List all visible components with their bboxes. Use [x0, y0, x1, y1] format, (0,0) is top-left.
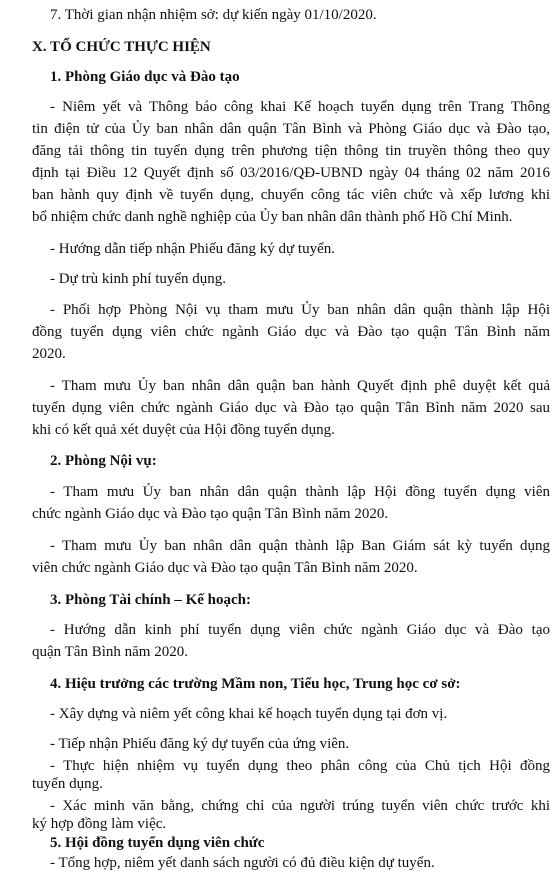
s1-p1-line-3: đăng tải thông tin tuyển dụng trên phương tiện thông tin truyền thông theo quy [32, 143, 550, 159]
s3-p1-line-1: - Hướng dẫn kinh phí tuyển dụng viên chức ngành Giáo dục và Đào tạo [50, 622, 550, 638]
s1-p1-line-1: - Niêm yết và Thông báo công khai Kế hoạch tuyển dụng trên Trang Thông [50, 99, 550, 115]
section-2-title: 2. Phòng Nội vụ: [50, 453, 157, 469]
section-4-title: 4. Hiệu trưởng các trường Mầm non, Tiểu học, Trung học cơ sở: [50, 676, 461, 692]
s1-p1-line-6: bổ nhiệm chức danh nghề nghiệp của Ủy ban nhân dân thành phố Hồ Chí Minh. [32, 209, 513, 225]
s1-p1-line-4: định tại Điều 12 Quyết định số 03/2016/QĐ-UBND ngày 04 tháng 02 năm 2016 [32, 165, 550, 181]
s5-p1: - Tổng hợp, niêm yết danh sách người có đủ điều kiện dự tuyển. [50, 855, 435, 871]
s1-p4-line-3: 2020. [32, 346, 66, 362]
s1-p5-line-2: tuyển dụng viên chức ngành Giáo dục và Đào tạo quận Tân Bình năm 2020 sau [32, 400, 550, 416]
s2-p2-line-2: viên chức ngành Giáo dục và Đào tạo quận Tân Bình năm 2020. [32, 560, 418, 576]
s4-p3-line-1: - Thực hiện nhiệm vụ tuyển dụng theo phân công của Chủ tịch Hội đồng [50, 758, 550, 774]
section-3-title: 3. Phòng Tài chính – Kế hoạch: [50, 592, 252, 608]
section-5-title: 5. Hội đồng tuyển dụng viên chức [50, 835, 265, 851]
item-7-line: 7. Thời gian nhận nhiệm sở: dự kiến ngày 01/10/2020. [50, 7, 377, 23]
section-heading-x: X. TỔ CHỨC THỰC HIỆN [32, 39, 211, 55]
s1-p2: - Hướng dẫn tiếp nhận Phiếu đăng ký dự tuyển. [50, 241, 335, 257]
s3-p1-line-2: quận Tân Bình năm 2020. [32, 644, 188, 660]
s2-p1-line-1: - Tham mưu Ủy ban nhân dân quận thành lập Hội đồng tuyển dụng viên [50, 484, 550, 500]
s2-p2-line-1: - Tham mưu Ủy ban nhân dân quận thành lập Ban Giám sát kỳ tuyển dụng [50, 538, 550, 554]
s1-p4-line-2: đồng tuyển dụng viên chức ngành Giáo dục và Đào tạo quận Tân Bình năm [32, 324, 550, 340]
s1-p5-line-3: khi có kết quả xét duyệt của Hội đồng tuyển dụng. [32, 422, 335, 438]
s4-p2: - Tiếp nhận Phiếu đăng ký dự tuyển của ứng viên. [50, 736, 350, 752]
s1-p4-line-1: - Phối hợp Phòng Nội vụ tham mưu Ủy ban nhân dân quận thành lập Hội [50, 302, 550, 318]
s1-p1-line-2: tin điện tử của Ủy ban nhân dân quận Tân Bình và Phòng Giáo dục và Đào tạo, [32, 121, 550, 137]
s1-p3: - Dự trù kinh phí tuyển dụng. [50, 271, 227, 287]
s2-p1-line-2: chức ngành Giáo dục và Đào tạo quận Tân Bình năm 2020. [32, 506, 389, 522]
s4-p4-line-1: - Xác minh văn bằng, chứng chỉ của người trúng tuyển viên chức trước khi [50, 798, 550, 814]
s4-p3-line-2: tuyển dụng. [32, 776, 103, 792]
s1-p1-line-5: ban hành quy định về tuyển dụng, chuyển công tác viên chức và xếp lương khi [32, 187, 550, 203]
s1-p5-line-1: - Tham mưu Ủy ban nhân dân quận ban hành Quyết định phê duyệt kết quả [50, 378, 550, 394]
s4-p4-line-2: ký hợp đồng làm việc. [32, 816, 167, 832]
s4-p1: - Xây dựng và niêm yết công khai kế hoạch tuyển dụng tại đơn vị. [50, 706, 448, 722]
section-1-title: 1. Phòng Giáo dục và Đào tạo [50, 69, 240, 85]
